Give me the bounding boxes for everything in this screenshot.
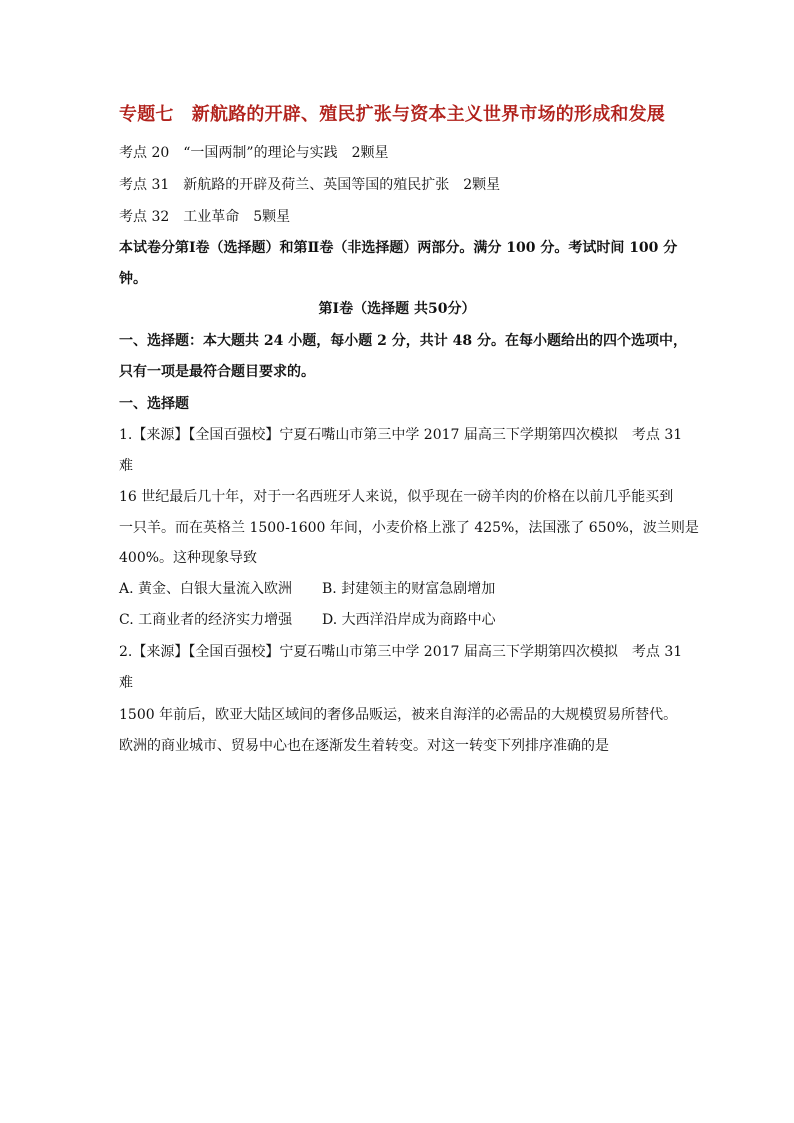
exam-intro-line: 钟。 — [119, 271, 147, 287]
option-c: C. 工商业者的经济实力增强 — [119, 612, 293, 628]
section-instruction-line: 只有一项是最符合题目要求的。 — [119, 364, 315, 380]
part1-heading: 第Ⅰ卷（选择题 共50分） — [318, 301, 476, 317]
kaodian-line: 考点 32 工业革命 5颗星 — [119, 209, 291, 225]
question-stem-line: 16 世纪最后几十年，对于一名西班牙人来说，似乎现在一磅羊肉的价格在以前几乎能买到 — [119, 489, 674, 505]
question-stem-line: 欧洲的商业城市、贸易中心也在逐渐发生着转变。对这一转变下列排序准确的是 — [119, 738, 609, 754]
question-stem-line: 一只羊。而在英格兰 1500-1600 年间，小麦价格上涨了 425%，法国涨了 650%，波兰则是 — [119, 520, 699, 536]
question-source-line: 难 — [119, 458, 133, 474]
question-stem-line: 1500 年前后，欧亚大陆区域间的奢侈品贩运，被来自海洋的必需品的大规模贸易所替代。 — [119, 707, 678, 723]
kaodian-line: 考点 20 “一国两制”的理论与实践 2颗星 — [119, 145, 389, 161]
option-a: A. 黄金、白银大量流入欧洲 — [119, 581, 293, 597]
exam-intro-line: 本试卷分第Ⅰ卷（选择题）和第Ⅱ卷（非选择题）两部分。满分 100 分。考试时间 100 分 — [119, 240, 678, 256]
question-source-line: 难 — [119, 675, 133, 691]
question-source-line: 2.【来源】【全国百强校】宁夏石嘴山市第三中学 2017 届高三下学期第四次模拟 考点 31 — [119, 644, 683, 660]
section-label: 一、选择题 — [119, 396, 189, 412]
question-source-line: 1.【来源】【全国百强校】宁夏石嘴山市第三中学 2017 届高三下学期第四次模拟 考点 31 — [119, 427, 683, 443]
question-stem-line: 400%。这种现象导致 — [119, 550, 258, 566]
section-instruction-line: 一、选择题：本大题共 24 小题，每小题 2 分，共计 48 分。在每小题给出的四个选项中， — [119, 333, 687, 349]
option-b: B. 封建领主的财富急剧增加 — [322, 581, 496, 597]
option-d: D. 大西洋沿岸成为商路中心 — [322, 612, 496, 628]
document-title: 专题七 新航路的开辟、殖民扩张与资本主义世界市场的形成和发展 — [119, 104, 665, 125]
kaodian-line: 考点 31 新航路的开辟及荷兰、英国等国的殖民扩张 2颗星 — [119, 177, 501, 193]
options-row — [119, 610, 679, 630]
options-row — [119, 579, 679, 599]
